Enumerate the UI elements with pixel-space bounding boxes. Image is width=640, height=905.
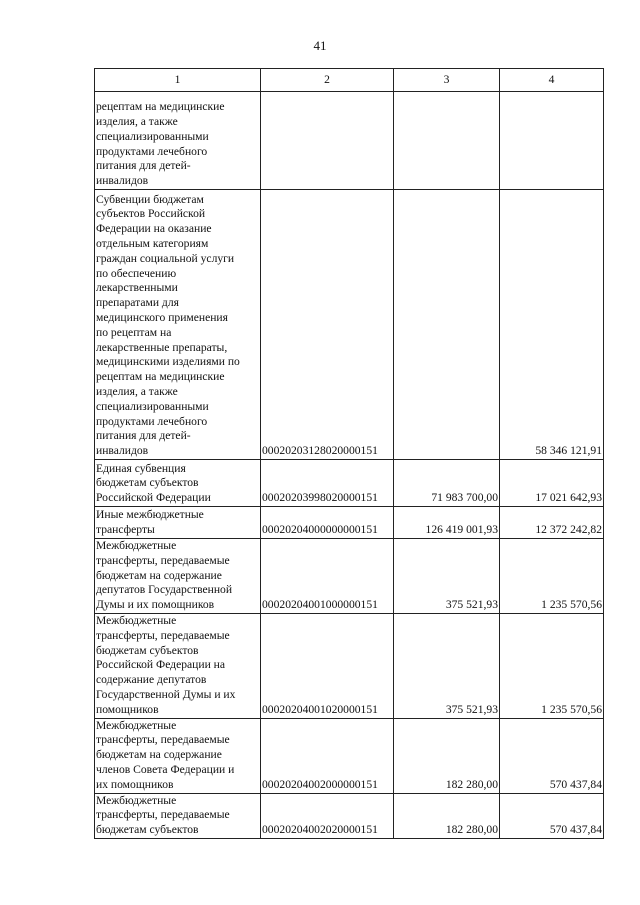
page-number: 41 (313, 38, 327, 53)
header-col-3: 3 (394, 69, 500, 92)
row-code: 00020203128020000151 (261, 190, 394, 460)
row-code: 00020204001020000151 (261, 614, 394, 719)
table-row (95, 507, 604, 539)
row-amount-col4 (500, 92, 604, 190)
row-description: Межбюджетные трансферты, передаваемые бюджетам субъектов (95, 793, 261, 838)
table-row (95, 190, 604, 460)
row-description: Иные межбюджетные трансферты (95, 507, 261, 539)
row-amount-col4: 570 437,84 (500, 793, 604, 838)
header-row (95, 69, 604, 92)
row-description: Межбюджетные трансферты, передаваемые бюджетам на содержание членов Совета Федерации и их помощников (95, 718, 261, 793)
row-amount-col3: 126 419 001,93 (394, 507, 500, 539)
header-col-4: 4 (500, 69, 604, 92)
row-description: Единая субвенция бюджетам субъектов Российской Федерации (95, 460, 261, 507)
row-amount-col3: 375 521,93 (394, 614, 500, 719)
table-row (95, 614, 604, 719)
row-code: 00020204002000000151 (261, 718, 394, 793)
table-row (95, 92, 604, 190)
row-code: 00020204000000000151 (261, 507, 394, 539)
row-amount-col4: 58 346 121,91 (500, 190, 604, 460)
budget-table (94, 68, 604, 839)
row-amount-col3: 71 983 700,00 (394, 460, 500, 507)
row-amount-col3: 182 280,00 (394, 718, 500, 793)
row-code (261, 92, 394, 190)
row-code: 00020204001000000151 (261, 539, 394, 614)
row-amount-col3: 375 521,93 (394, 539, 500, 614)
table-row (95, 793, 604, 838)
table-row (95, 539, 604, 614)
row-amount-col4: 1 235 570,56 (500, 539, 604, 614)
row-amount-col4: 1 235 570,56 (500, 614, 604, 719)
table-row (95, 718, 604, 793)
header-col-1: 1 (95, 69, 261, 92)
row-description: Субвенции бюджетам субъектов Российской Федерации на оказание отдельным категориям граждан социальной услуги по обеспечению лекарственными препаратами для медицинского применения по рецептам на лекарственные препараты, медицинскими изделиями по рецептам на медицинские изделия, а также специализированными продуктами лечебного питания для детей- инвалидов (95, 190, 261, 460)
row-amount-col4: 17 021 642,93 (500, 460, 604, 507)
row-description: Межбюджетные трансферты, передаваемые бюджетам субъектов Российской Федерации на содержание депутатов Государственной Думы и их помощников (95, 614, 261, 719)
row-amount-col4: 570 437,84 (500, 718, 604, 793)
row-amount-col4: 12 372 242,82 (500, 507, 604, 539)
row-description: рецептам на медицинские изделия, а также специализированными продуктами лечебного питания для детей- инвалидов (95, 92, 261, 190)
table-header (95, 69, 604, 92)
row-amount-col3: 182 280,00 (394, 793, 500, 838)
header-col-2: 2 (261, 69, 394, 92)
table-body (95, 92, 604, 839)
table-row (95, 460, 604, 507)
row-code: 00020203998020000151 (261, 460, 394, 507)
row-amount-col3 (394, 92, 500, 190)
row-amount-col3 (394, 190, 500, 460)
row-description: Межбюджетные трансферты, передаваемые бюджетам на содержание депутатов Государственной Думы и их помощников (95, 539, 261, 614)
row-code: 00020204002020000151 (261, 793, 394, 838)
